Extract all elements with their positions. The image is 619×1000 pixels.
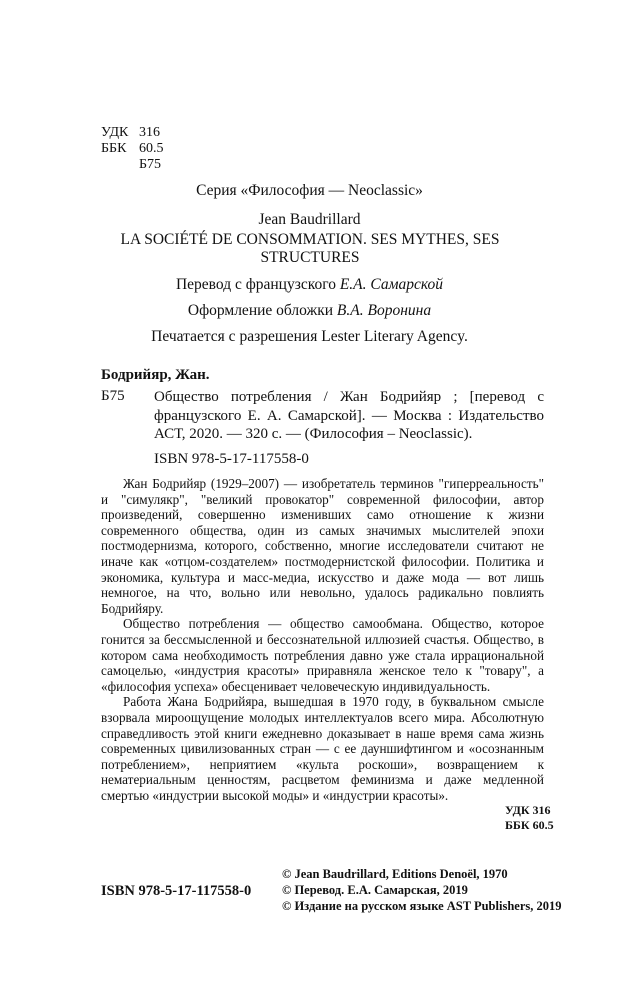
classification-block-top xyxy=(101,125,164,173)
translation-prefix: Перевод с французского xyxy=(175,276,340,293)
catalog-isbn: ISBN 978-5-17-117558-0 xyxy=(154,451,309,467)
annotation-paragraph: Общество потребления — общество самообмана. Общество, которое гонится за бессмысленной и бессознательной иллюзией счастья. Общество, в котором сама необходимость потребления давно уже стала иррациональной самоцелью, «индустрия красоты» приравняла женское тело к "товару", а «философия успеха» обесценивает человеческую индивидуальность. xyxy=(101,616,544,694)
cover-designer-name: В.А. Воронина xyxy=(336,302,432,319)
copyright-line: © Перевод. Е.А. Самарская, 2019 xyxy=(282,883,468,897)
isbn-bottom: ISBN 978-5-17-117558-0 xyxy=(101,883,252,899)
series-line: Серия «Философия — Neoclassic» xyxy=(196,182,423,199)
permission-line: Печатается с разрешения Lester Literary Agency. xyxy=(151,328,468,345)
original-author: Jean Baudrillard xyxy=(258,211,361,228)
copyright-block xyxy=(282,866,562,914)
copyright-line: © Jean Baudrillard, Editions Denoël, 1970 xyxy=(282,867,508,881)
cover-prefix: Оформление обложки xyxy=(187,302,337,319)
udk-value: 316 xyxy=(139,125,160,140)
bbk-bottom: ББК 60.5 xyxy=(505,818,554,832)
bbk-value: 60.5 xyxy=(139,141,164,156)
catalog-author-heading: Бодрийяр, Жан. xyxy=(101,367,210,383)
original-title: LA SOCIÉTÉ DE CONSOMMATION. SES MYTHES, SES STRUCTURES xyxy=(120,231,500,266)
catalog-code: Б75 xyxy=(101,388,125,404)
annotation-paragraph: Жан Бодрийяр (1929–2007) — изобретатель терминов "гиперреальность" и "симулякр", "великий провокатор" современной философии, автор произведений, совершенно изменивших само отношение к жизни современного общества, один из самых значимых мыслителей эпохи постмодернизма, которого, собственно, многие исследователи считают не иначе как «отцом-создателем» постмодернистской философии. Политика и экономика, культура и масс-медиа, искусство и даже мода — вот лишь немногое, на что, вольно или невольно, удалось радикально повлиять Бодрийяру. xyxy=(101,476,544,616)
annotation xyxy=(101,476,544,803)
cover-design-line xyxy=(60,302,559,320)
translator-name: Е.А. Самарской xyxy=(339,276,444,293)
annotation-paragraph: Работа Жана Бодрийяра, вышедшая в 1970 году, в буквальном смысле взорвала мироощущение молодых интеллектуалов всего мира. Абсолютную справедливость этой книги ежедневно доказывает в наше время сама жизнь современных цивилизованных стран — с ее дауншифтингом и «осознанным потреблением», неприятием «культа роскоши», возвращением к нематериальным ценностям, расцветом феминизма и даже медленной смертью «индустрии высокой моды» и «индустрии красоты». xyxy=(101,694,544,803)
catalog-description: Общество потребления / Жан Бодрийяр ; [перевод с французского Е. А. Самарской]. — Москва : Издательство АСТ, 2020. — 320 с. — (Философия – Neoclassic). xyxy=(154,389,544,442)
classification-block-bottom xyxy=(505,803,554,833)
bbk-label: ББК xyxy=(101,141,127,156)
udk-label: УДК xyxy=(101,125,129,140)
udk-bottom: УДК 316 xyxy=(505,803,551,817)
translation-line xyxy=(60,276,559,294)
author-mark: Б75 xyxy=(139,157,162,172)
copyright-line: © Издание на русском языке AST Publishers, 2019 xyxy=(282,899,562,913)
